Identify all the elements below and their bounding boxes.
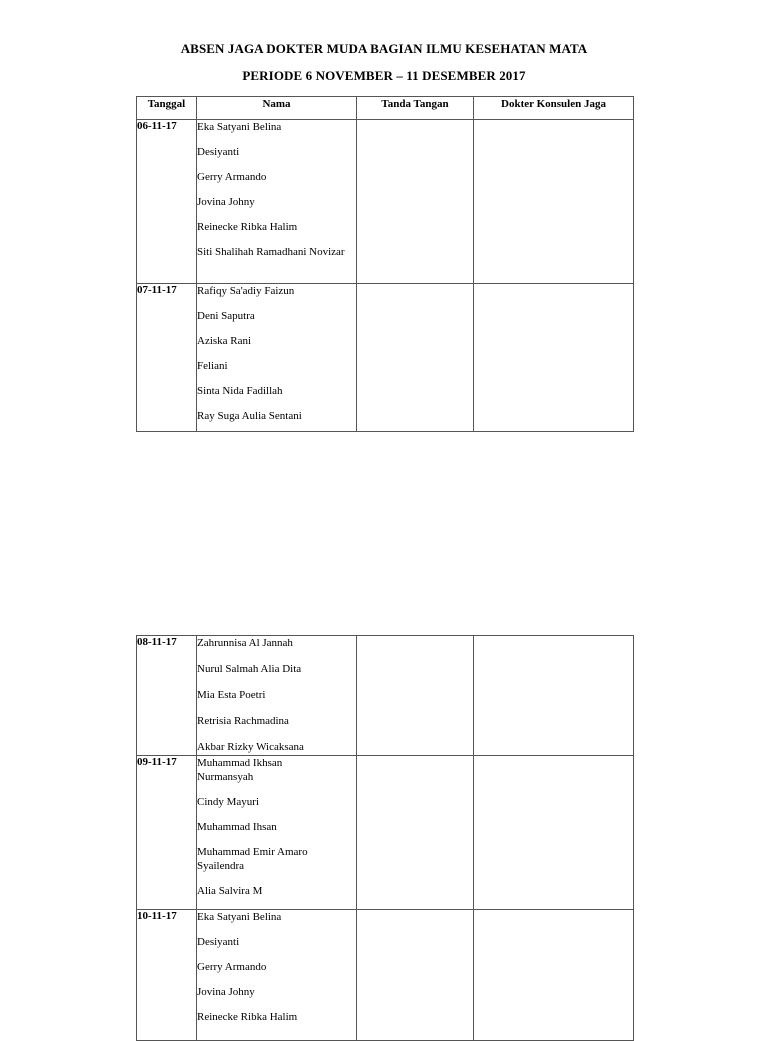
table-row (137, 636, 634, 756)
table-row (137, 120, 634, 284)
date-cell: 07-11-17 (137, 284, 197, 432)
doctor-name: Muhammad Emir Amaro Syailendra (197, 846, 308, 872)
column-header-signature: Tanda Tangan (357, 97, 474, 120)
column-header-date: Tanggal (137, 97, 197, 120)
doctor-name: Gerry Armando (197, 171, 267, 183)
date-cell: 10-11-17 (137, 910, 197, 1041)
doctor-name: Muhammad Ikhsan Nurmansyah (197, 757, 283, 783)
consultant-cell (474, 636, 634, 756)
date-cell: 08-11-17 (137, 636, 197, 756)
doctor-name: Retrisia Rachmadina (197, 715, 289, 727)
doctor-name: Reinecke Ribka Halim (197, 221, 298, 233)
table-row (137, 910, 634, 1041)
date-cell: 06-11-17 (137, 120, 197, 284)
table-row (137, 756, 634, 910)
consultant-cell (474, 910, 634, 1041)
table-header-row (137, 97, 634, 120)
doctor-name: Deni Saputra (197, 310, 255, 322)
doctor-name: Eka Satyani Belina (197, 911, 282, 923)
signature-cell (357, 120, 474, 284)
doctor-name: Jovina Johny (197, 986, 255, 998)
signature-cell (357, 756, 474, 910)
date-cell: 09-11-17 (137, 756, 197, 910)
doctor-name: Gerry Armando (197, 961, 267, 973)
attendance-table-page-1 (136, 96, 634, 432)
doctor-name: Akbar Rizky Wicaksana (197, 741, 304, 753)
column-header-name: Nama (197, 97, 357, 120)
doctor-name: Zahrunnisa Al Jannah (197, 637, 293, 649)
doctor-name: Rafiqy Sa'adiy Faizun (197, 285, 295, 297)
consultant-cell (474, 756, 634, 910)
consultant-cell (474, 284, 634, 432)
period-subtitle: PERIODE 6 NOVEMBER – 11 DESEMBER 2017 (242, 68, 526, 83)
doctor-name: Mia Esta Poetri (197, 689, 266, 701)
doctor-name: Desiyanti (197, 146, 240, 158)
doctor-name: Eka Satyani Belina (197, 121, 282, 133)
doctor-name: Cindy Mayuri (197, 796, 260, 808)
doctor-name: Desiyanti (197, 936, 240, 948)
signature-cell (357, 636, 474, 756)
doctor-name: Siti Shalihah Ramadhani Novizar (197, 246, 345, 258)
doctor-name: Reinecke Ribka Halim (197, 1011, 298, 1023)
document-title: ABSEN JAGA DOKTER MUDA BAGIAN ILMU KESEHATAN MATA (180, 41, 588, 56)
signature-cell (357, 910, 474, 1041)
doctor-name: Ray Suga Aulia Sentani (197, 410, 302, 422)
table-row (137, 284, 634, 432)
consultant-cell (474, 120, 634, 284)
attendance-table-page-2 (136, 635, 634, 1041)
doctor-name: Sinta Nida Fadillah (197, 385, 283, 397)
column-header-consultant: Dokter Konsulen Jaga (474, 97, 634, 120)
doctor-name: Feliani (197, 360, 228, 372)
doctor-name: Nurul Salmah Alia Dita (197, 663, 302, 675)
names-cell (197, 910, 357, 1041)
doctor-name: Alia Salvira M (197, 885, 263, 897)
doctor-name: Muhammad Ihsan (197, 821, 277, 833)
names-cell (197, 120, 357, 284)
doctor-name: Jovina Johny (197, 196, 255, 208)
names-cell (197, 636, 357, 756)
doctor-name: Aziska Rani (197, 335, 252, 347)
names-cell (197, 284, 357, 432)
names-cell (197, 756, 357, 910)
signature-cell (357, 284, 474, 432)
